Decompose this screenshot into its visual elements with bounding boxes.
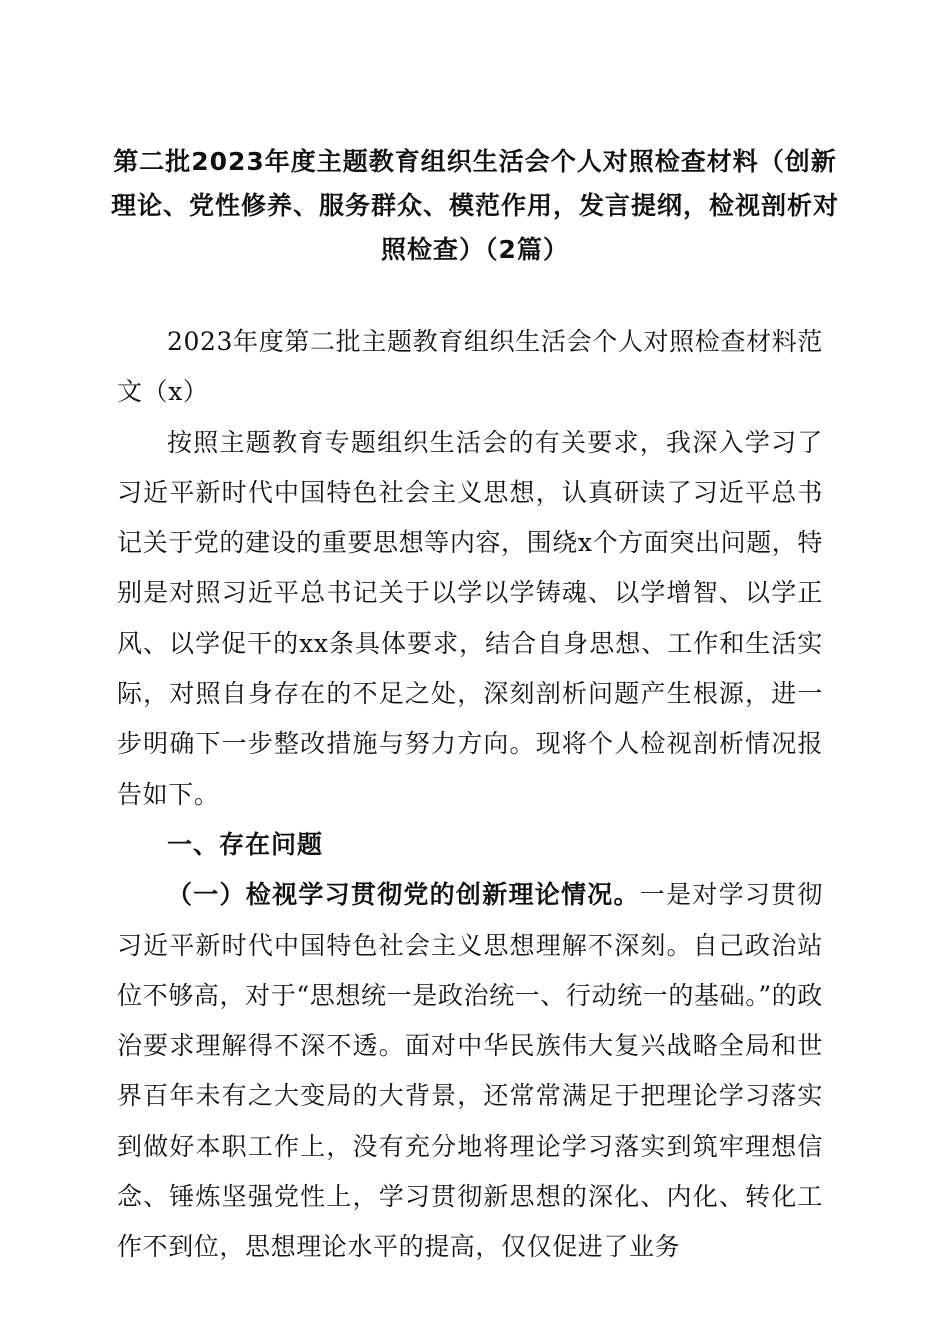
subsection-lead: （一）检视学习贯彻党的创新理论情况。 <box>167 880 640 910</box>
document-body <box>117 317 823 1273</box>
subsection-body: 一是对学习贯彻习近平新时代中国特色社会主义思想理解不深刻。自己政治站位不够高，对于“思想统一是政治统一、行动统一的基础。”的政治要求理解得不深不透。面对中华民族伟大复兴战略全局和世界百年未有之大变局的大背景，还常常满足于把理论学习落实到做好本职工作上，没有充分地将理论学习落实到筑牢理想信念、锤炼坚强党性上，学习贯彻新思想的深化、内化、转化工作不到位，思想理论水平的提高，仅仅促进了业务 <box>117 880 823 1262</box>
document-title: 第二批2023年度主题教育组织生活会个人对照检查材料（创新理论、党性修养、服务群众、模范作用，发言提纲，检视剖析对照检查）（2篇） <box>110 147 839 264</box>
section-heading: 一、存在问题 <box>167 829 324 859</box>
document-subtitle: 2023年度第二批主题教育组织生活会个人对照检查材料范文（x） <box>117 327 823 407</box>
subsection-paragraph <box>117 870 823 1272</box>
intro-paragraph: 按照主题教育专题组织生活会的有关要求，我深入学习了习近平新时代中国特色社会主义思想，认真研读了习近平总书记关于党的建设的重要思想等内容，围绕x个方面突出问题，特别是对照习近平总书记关于以学以学铸魂、以学增智、以学正风、以学促干的xx条具体要求，结合自身思想、工作和生活实际，对照自身存在的不足之处，深刻剖析问题产生根源，进一步明确下一步整改措施与努力方向。现将个人检视剖析情况报告如下。 <box>117 427 823 809</box>
